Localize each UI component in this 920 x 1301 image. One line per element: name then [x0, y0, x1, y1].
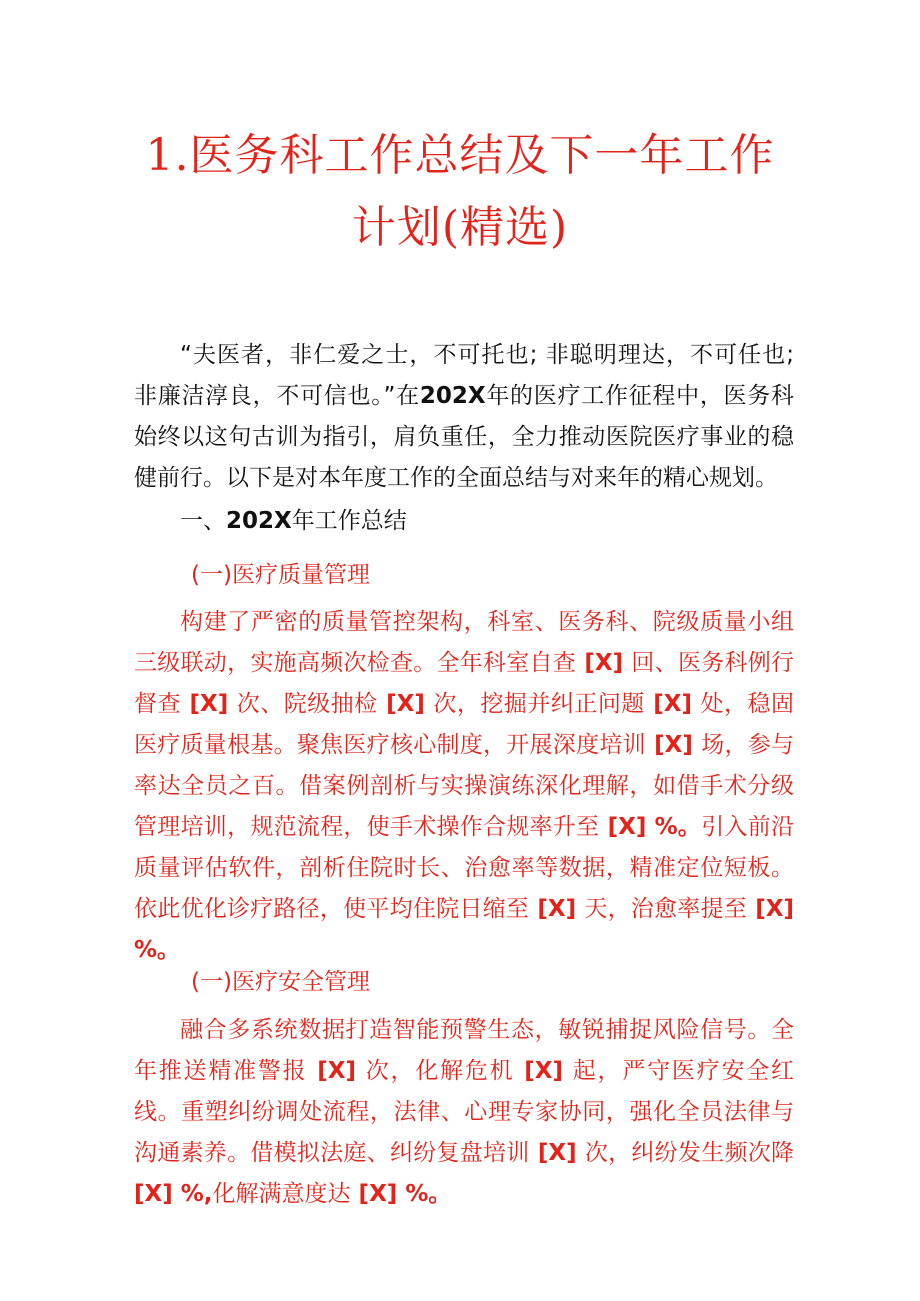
safety-text-4: 次，纠纷发生频次降 [584, 1140, 794, 1166]
quality-text-5: 处，稳固医疗质量根基。聚焦医疗核心制度，开展深度培训 [134, 691, 795, 758]
placeholder-value: [X] [644, 691, 701, 717]
quality-text-1: 构建了严密的质量管控架构，科室、医务科、院级质量小组三级联动，实施高频次检查。全年科室自查 [134, 609, 794, 676]
placeholder-value: [X] [529, 1140, 585, 1166]
intro-text-a: 在 [395, 383, 420, 409]
placeholder-value: [X] [514, 1058, 573, 1084]
subsection-heading-quality: (一)医疗质量管理 [191, 562, 370, 588]
quality-text-2: 回、医务科例行督查 [134, 650, 795, 717]
quality-text-7: 引入前沿质量评估软件，剖析住院时长、治愈率等数据，精准定位短板。依此优化诊疗路径，使平均住院日缩至 [134, 814, 794, 922]
quality-text-3: 次、院级抽检 [236, 691, 378, 717]
placeholder-value: [X] %。 [599, 814, 702, 840]
placeholder-value: [X] [645, 732, 702, 758]
placeholder-value: [X] %。 [134, 896, 795, 963]
section-suffix: 年工作总结 [291, 508, 407, 534]
placeholder-value: [X] %。 [350, 1181, 452, 1207]
placeholder-value: [X] [180, 691, 237, 717]
safety-text-1: 融合多系统数据打造智能预警生态，敏锐捕捉风险信号。全年推送精准警报 [134, 1017, 794, 1084]
section-prefix: 一、 [180, 508, 226, 534]
document-title-line-2: 计划(精选) [351, 202, 569, 253]
quality-text-6: 场，参与率达全员之百。借案例剖析与实操演练深化理解，如借手术分级管理培训，规范流程，使手术操作合规率升至 [134, 732, 795, 840]
placeholder-value: [X] [529, 896, 585, 922]
intro-paragraph [134, 335, 794, 499]
quality-text-8: 天，治愈率提至 [584, 896, 748, 922]
section-heading-summary [180, 501, 407, 542]
placeholder-value: [X] [307, 1058, 366, 1084]
safety-paragraph [134, 1010, 794, 1215]
intro-year: 202X [419, 383, 486, 409]
safety-text-5: 化解满意度达 [212, 1181, 351, 1207]
intro-text-b: 年的医疗工作征程中，医务科始终以这句古训为指引，肩负重任，全力推动医院医疗事业的稳健前行。以下是对本年度工作的全面总结与对来年的精心规划。 [134, 383, 795, 491]
placeholder-value: [X] %, [134, 1181, 213, 1207]
intro-quote: “夫医者，非仁爱之士，不可托也; 非聪明理达，不可任也; 非廉洁淳良，不可信也。” [134, 342, 794, 409]
subsection-heading-safety: (一)医疗安全管理 [191, 969, 370, 995]
quality-paragraph [134, 602, 794, 971]
placeholder-value: [X] [576, 650, 632, 676]
section-year: 202X [226, 508, 292, 534]
document-title-line-1: 1.医务科工作总结及下一年工作 [145, 130, 775, 181]
safety-text-2: 次，化解危机 [365, 1058, 515, 1084]
quality-text-4: 次，挖掘并纠正问题 [433, 691, 645, 717]
placeholder-value: [X] [377, 691, 434, 717]
safety-text-3: 起，严守医疗安全红线。重塑纠纷调处流程，法律、心理专家协同，强化全员法律与沟通素养。借模拟法庭、纠纷复盘培训 [134, 1058, 795, 1166]
